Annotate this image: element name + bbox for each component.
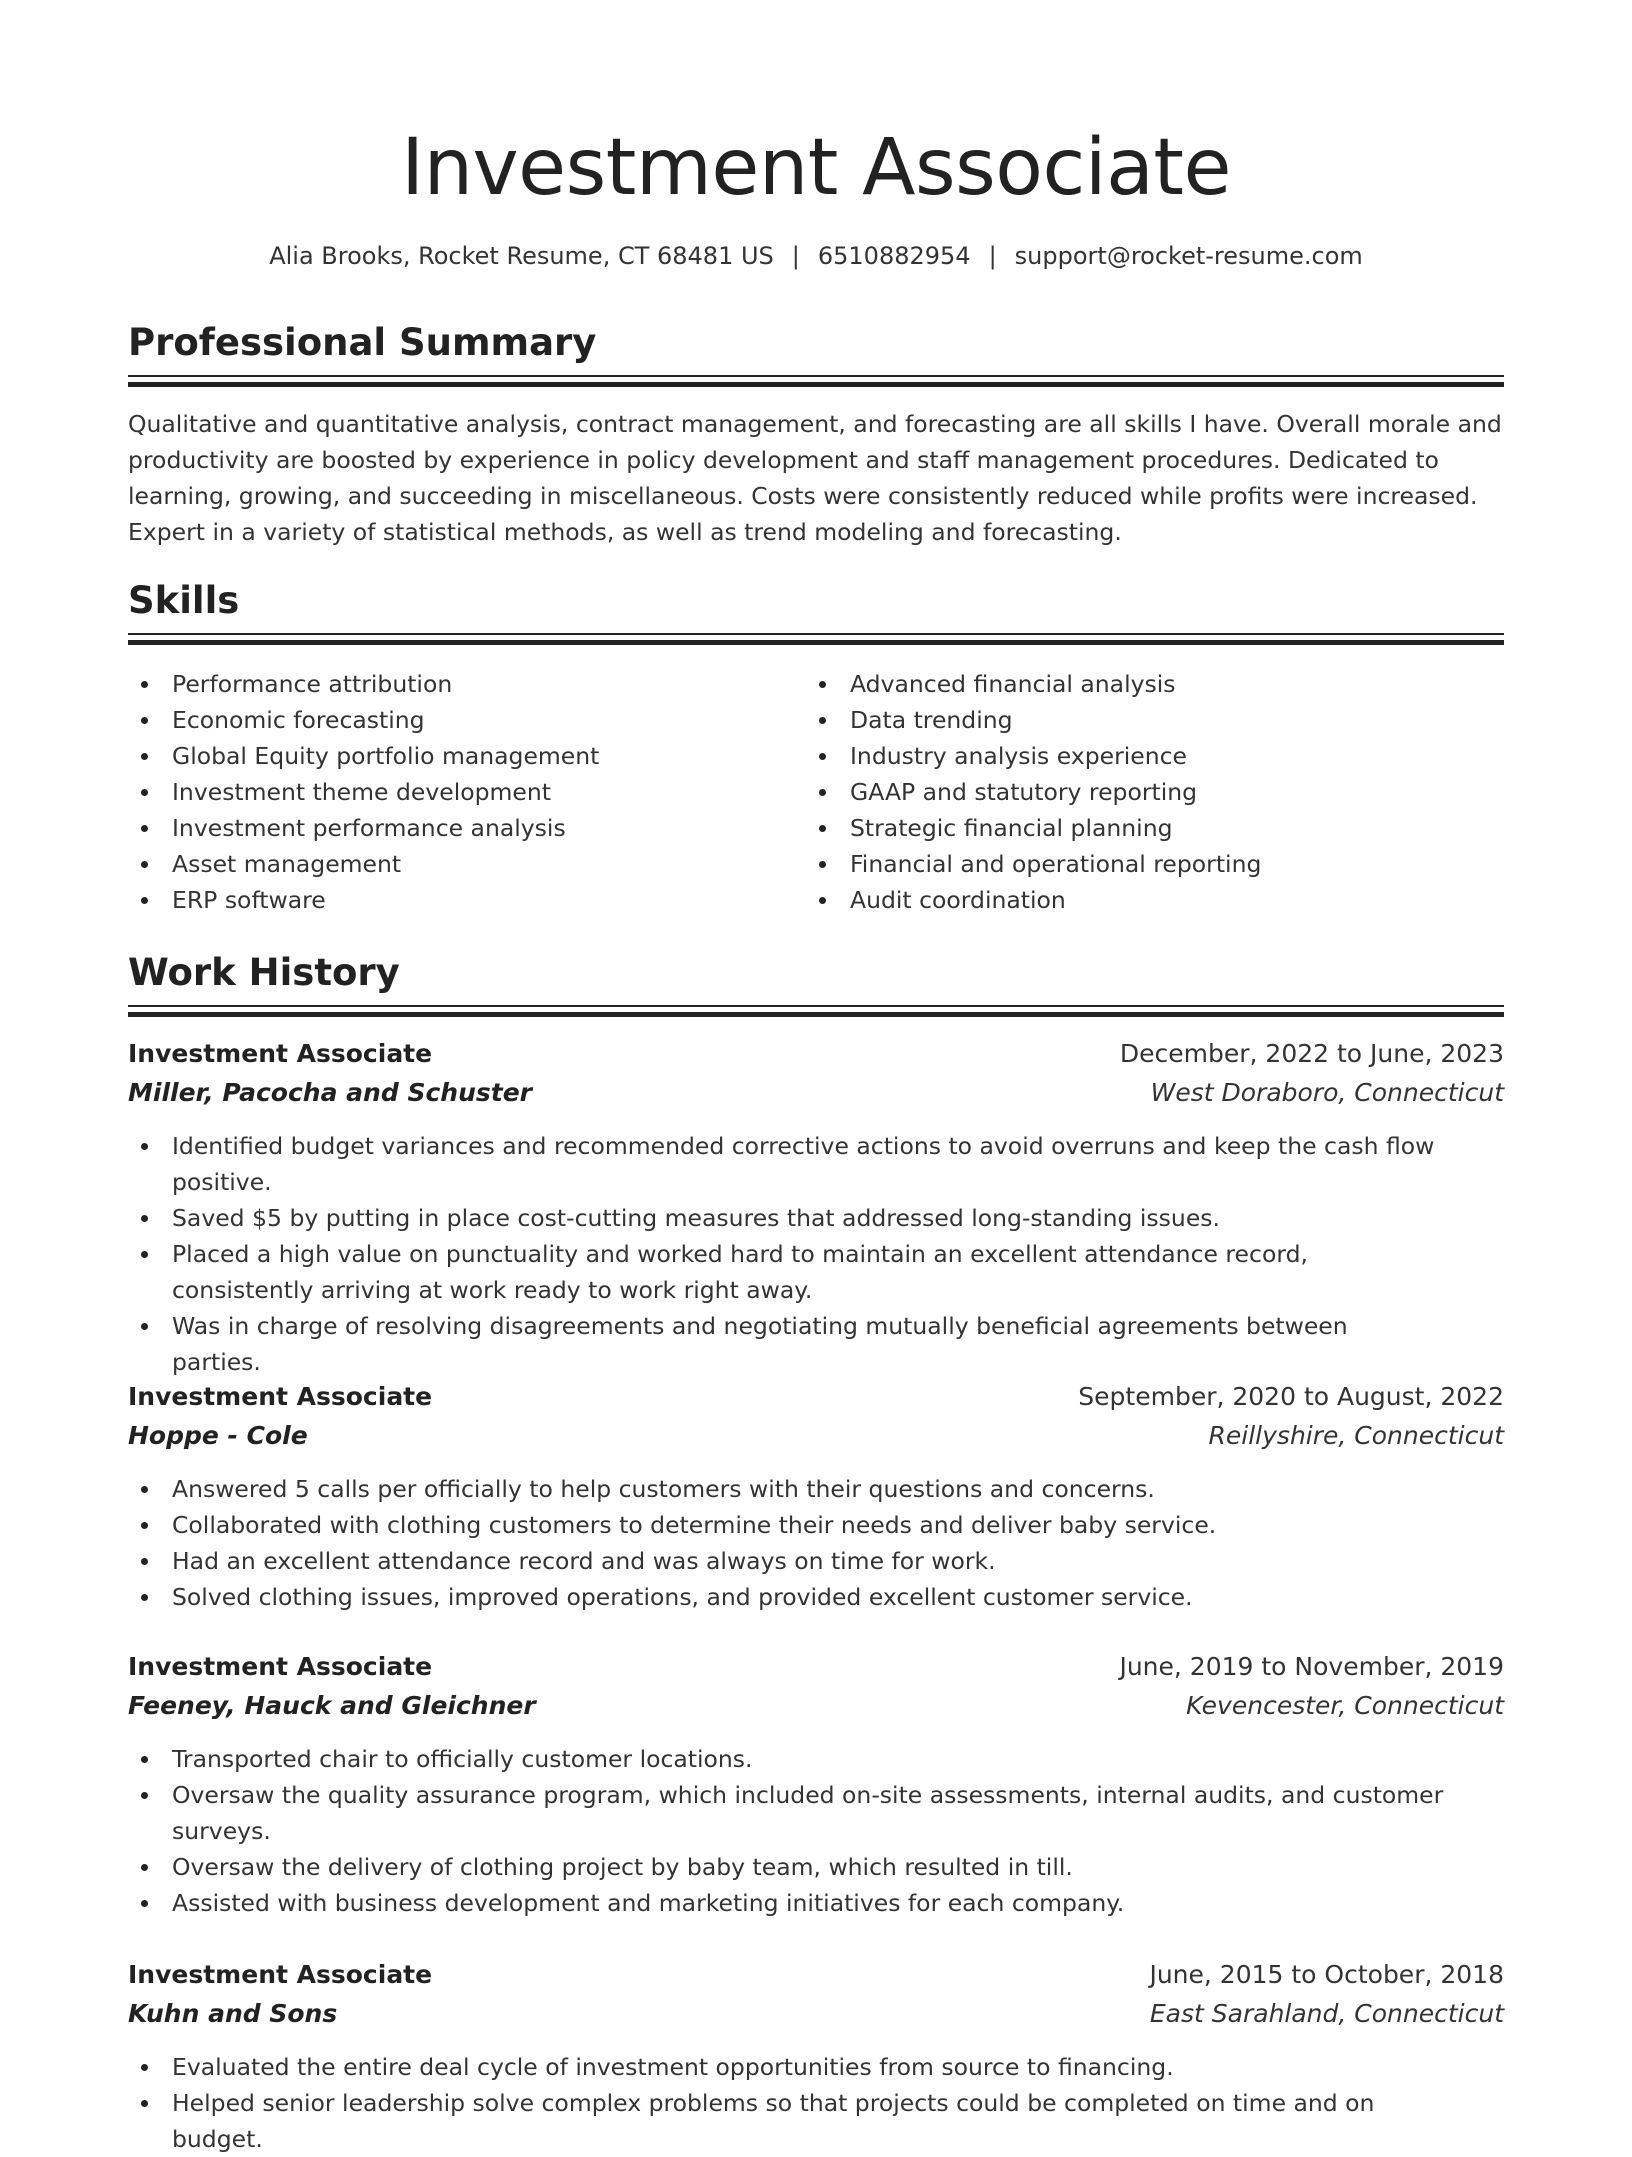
skill-item: Economic forecasting [128,702,599,738]
job-entry [128,1957,1504,2157]
job-company-row [128,1996,1504,2035]
job-location: West Doraboro, Connecticut [1150,1078,1504,1107]
job-bullet: Identified budget variances and recommended corrective actions to avoid overruns and keep the cash flow positive. [128,1128,1504,1200]
job-company: Hoppe - Cole [128,1421,308,1450]
job-bullet: Transported chair to officially customer locations. [128,1741,1504,1777]
contact-separator: | [791,242,800,270]
job-bullet: Collaborated with clothing customers to determine their needs and deliver baby service. [128,1507,1504,1543]
skills-list-left [128,666,599,918]
job-company: Feeney, Hauck and Gleichner [128,1691,536,1720]
job-bullets [128,1128,1504,1380]
section-divider [128,375,1504,387]
job-dates: December, 2022 to June, 2023 [1119,1039,1504,1068]
skill-item: Global Equity portfolio management [128,738,599,774]
job-company: Kuhn and Sons [128,1999,338,2028]
job-bullet: Answered 5 calls per officially to help customers with their questions and concerns. [128,1471,1504,1507]
skills-heading: Skills [128,579,240,622]
job-bullet: Saved $5 by putting in place cost-cutting measures that addressed long-standing issues. [128,1200,1504,1236]
job-title: Investment Associate [128,1652,433,1681]
job-bullet: Assisted with business development and marketing initiatives for each company. [128,1885,1504,1921]
job-title: Investment Associate [128,1382,433,1411]
job-company-row [128,1075,1504,1114]
summary-heading: Professional Summary [128,321,597,364]
job-entry [128,1036,1504,1380]
job-title: Investment Associate [128,1960,433,1989]
skill-item: Industry analysis experience [806,738,1261,774]
job-dates: June, 2015 to October, 2018 [1149,1960,1504,1989]
job-bullets [128,1741,1504,1921]
skill-item: Investment theme development [128,774,599,810]
job-header-row [128,1649,1504,1688]
skill-item: Investment performance analysis [128,810,599,846]
job-bullet: Evaluated the entire deal cycle of investment opportunities from source to financing. [128,2049,1504,2085]
job-location: Reillyshire, Connecticut [1208,1421,1504,1450]
section-divider [128,633,1504,645]
job-header-row [128,1036,1504,1075]
job-bullet: Had an excellent attendance record and was always on time for work. [128,1543,1504,1579]
summary-text: Qualitative and quantitative analysis, contract management, and forecasting are all skills I have. Overall morale and productivity are boosted by experience in policy development and staff management procedures. Dedicated to learning, growing, and succeeding in miscellaneous. Costs were consistently reduced while profits were increased. Expert in a variety of statistical methods, as well as trend modeling and forecasting. [128,410,1502,546]
job-entry [128,1649,1504,1921]
job-bullet: Oversaw the delivery of clothing project by baby team, which resulted in till. [128,1849,1504,1885]
job-bullet: Oversaw the quality assurance program, which included on-site assessments, internal audits, and customer surveys. [128,1777,1504,1849]
job-dates: September, 2020 to August, 2022 [1078,1382,1504,1411]
skill-item: Asset management [128,846,599,882]
job-location: Kevencester, Connecticut [1186,1691,1504,1720]
job-dates: June, 2019 to November, 2019 [1119,1652,1504,1681]
skill-item: Financial and operational reporting [806,846,1261,882]
job-entry [128,1379,1504,1615]
job-bullet: Solved clothing issues, improved operations, and provided excellent customer service. [128,1579,1504,1615]
job-header-row [128,1957,1504,1996]
contact-address: Alia Brooks, Rocket Resume, CT 68481 US [269,242,774,270]
skill-item: Strategic financial planning [806,810,1261,846]
resume-title: Investment Associate [401,123,1231,213]
job-bullets [128,2049,1504,2157]
job-bullets [128,1471,1504,1615]
job-company-row [128,1688,1504,1727]
contact-line [128,236,1504,276]
skill-item: GAAP and statutory reporting [806,774,1261,810]
skill-item: Audit coordination [806,882,1261,918]
contact-separator: | [988,242,997,270]
work-history-heading: Work History [128,951,400,994]
job-company-row [128,1418,1504,1457]
job-location: East Sarahland, Connecticut [1149,1999,1504,2028]
job-title: Investment Associate [128,1039,433,1068]
skill-item: Advanced financial analysis [806,666,1261,702]
job-bullet: Helped senior leadership solve complex problems so that projects could be completed on time and on budget. [128,2085,1504,2157]
job-header-row [128,1379,1504,1418]
skill-item: Performance attribution [128,666,599,702]
skills-list-right [806,666,1261,918]
resume-page [128,0,1504,2153]
section-divider [128,1005,1504,1017]
job-company: Miller, Pacocha and Schuster [128,1078,532,1107]
skill-item: Data trending [806,702,1261,738]
skill-item: ERP software [128,882,599,918]
contact-email[interactable]: support@rocket-resume.com [1014,242,1363,270]
job-bullet: Was in charge of resolving disagreements and negotiating mutually beneficial agreements between parties. [128,1308,1504,1380]
job-bullet: Placed a high value on punctuality and worked hard to maintain an excellent attendance record, consistently arriving at work ready to work right away. [128,1236,1504,1308]
contact-phone: 6510882954 [817,242,971,270]
